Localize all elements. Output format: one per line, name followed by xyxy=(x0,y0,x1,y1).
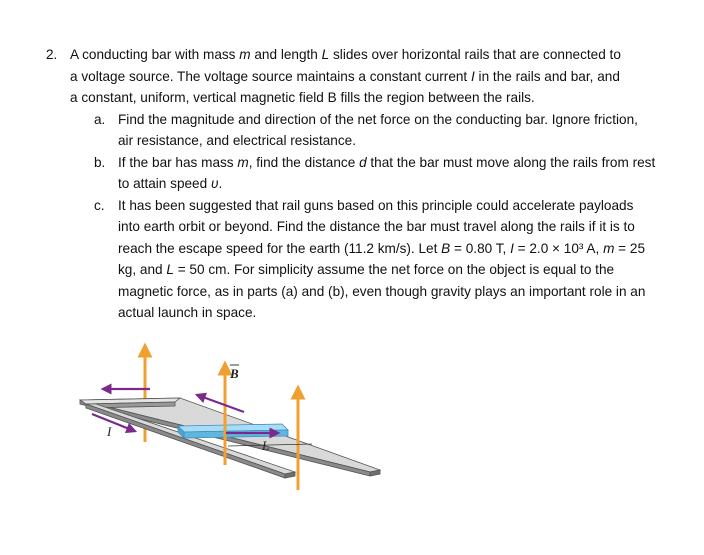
problem-2 xyxy=(46,44,656,324)
subpart-a xyxy=(94,109,656,152)
subpart-text: It has been suggested that rail guns based on this principle could accelerate payloads into earth orbit or beyond. Find the distance the bar must travel along the rails if it is to reach the escape speed for the earth (11.2 km/s). Let B = 0.80 T, I = 2.0 × 10³ A, m = 25 kg, and L = 50 cm. For simplicity assume the net force on the object is equal to the magnetic force, as in parts (a) and (b), even though gravity plays an important role in an actual launch in space. xyxy=(118,197,646,320)
problem-number: 2. xyxy=(46,47,58,62)
subpart-label: c. xyxy=(94,197,105,213)
subpart-text: If the bar has mass m, find the distance d that the bar must move along the rails from rest to attain speed υ. xyxy=(118,154,656,191)
subpart-label: b. xyxy=(94,154,106,170)
current-label: I xyxy=(107,424,112,439)
subparts-list xyxy=(46,109,656,324)
subpart-label: a. xyxy=(94,111,106,127)
problem-intro-text: A conducting bar with mass m and length L slides over horizontal rails that are connected to a voltage source. The voltage source maintains a constant current I in the rails and bar, and a constant, uniform, vertical magnetic field B fills the region between the rails. xyxy=(70,47,621,105)
problem-intro xyxy=(46,44,656,109)
subpart-b xyxy=(94,152,656,195)
length-label: L xyxy=(262,438,270,453)
rail-gun-diagram xyxy=(70,340,390,500)
rail-gun-figure xyxy=(70,340,390,500)
magnetic-field-label: B xyxy=(230,366,239,381)
subpart-text: Find the magnitude and direction of the net force on the conducting bar. Ignore friction, air resistance, and electrical resistance. xyxy=(118,111,638,148)
subpart-c xyxy=(94,195,656,324)
